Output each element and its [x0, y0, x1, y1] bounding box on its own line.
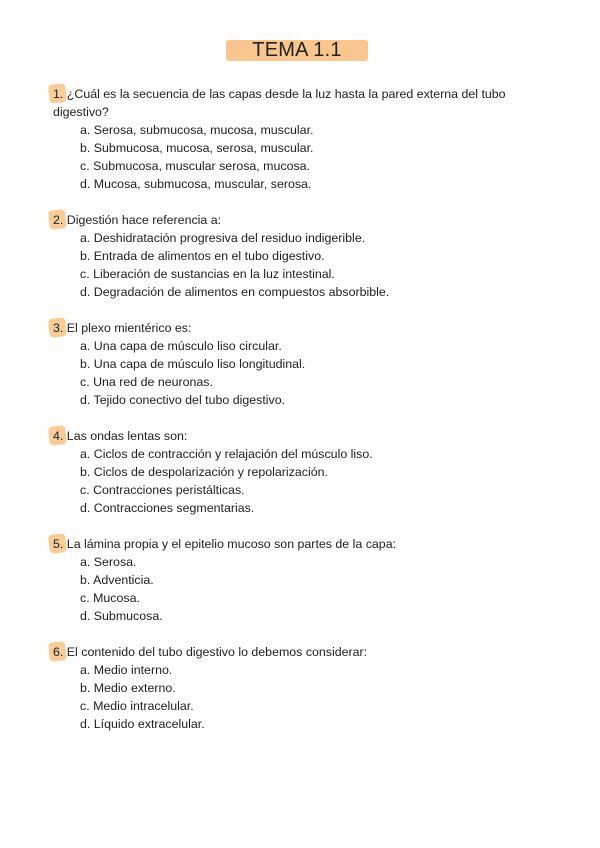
- answer-option: d. Tejido conectivo del tubo digestivo.: [80, 393, 286, 407]
- answer-option: d. Degradación de alimentos en compuestos absorbible.: [80, 285, 390, 299]
- question-6: [53, 643, 553, 733]
- answer-option: a. Medio interno.: [80, 663, 173, 677]
- question-prompt: El contenido del tubo digestivo lo debemos considerar:: [66, 645, 368, 659]
- answer-option: a. Serosa, submucosa, mucosa, muscular.: [80, 123, 314, 137]
- question-text: [53, 211, 553, 229]
- question-number-highlight: 5.: [53, 537, 64, 551]
- answer-option: a. Ciclos de contracción y relajación del músculo liso.: [80, 447, 373, 461]
- question-prompt: Las ondas lentas son:: [66, 429, 188, 443]
- answer-option: b. Entrada de alimentos en el tubo digestivo.: [80, 249, 325, 263]
- answer-options: [53, 229, 553, 301]
- question-prompt: La lámina propia y el epitelio mucoso son partes de la capa:: [66, 537, 397, 551]
- question-text: [53, 535, 553, 553]
- answer-options: [53, 661, 553, 733]
- question-text: [53, 643, 553, 661]
- answer-option: b. Una capa de músculo liso longitudinal.: [80, 357, 306, 371]
- answer-option: c. Medio intracelular.: [80, 699, 194, 713]
- page-title: TEMA 1.1: [226, 40, 368, 61]
- answer-option: a. Deshidratación progresiva del residuo indigerible.: [80, 231, 366, 245]
- question-prompt: ¿Cuál es la secuencia de las capas desde la luz hasta la pared externa del tubo digestivo?: [53, 87, 506, 119]
- question-number-highlight: 1.: [53, 87, 64, 101]
- answer-option: b. Medio externo.: [80, 681, 176, 695]
- answer-option: a. Una capa de músculo liso circular.: [80, 339, 282, 353]
- question-1: [53, 85, 553, 193]
- answer-option: d. Líquido extracelular.: [80, 717, 205, 731]
- answer-option: c. Una red de neuronas.: [80, 375, 213, 389]
- answer-option: c. Mucosa.: [80, 591, 140, 605]
- answer-option: c. Contracciones peristálticas.: [80, 483, 245, 497]
- answer-option: d. Submucosa.: [80, 609, 163, 623]
- question-number-highlight: 3.: [53, 321, 64, 335]
- question-5: [53, 535, 553, 625]
- answer-option: a. Serosa.: [80, 555, 137, 569]
- question-number-highlight: 2.: [53, 213, 64, 227]
- question-prompt: Digestión hace referencia a:: [66, 213, 222, 227]
- answer-option: c. Liberación de sustancias en la luz intestinal.: [80, 267, 335, 281]
- answer-options: [53, 121, 553, 193]
- answer-option: b. Submucosa, mucosa, serosa, muscular.: [80, 141, 314, 155]
- question-2: [53, 211, 553, 301]
- question-text: [53, 319, 553, 337]
- answer-option: d. Mucosa, submucosa, muscular, serosa.: [80, 177, 312, 191]
- question-text: [53, 427, 553, 445]
- question-text: [53, 85, 553, 121]
- answer-option: b. Ciclos de despolarización y repolarización.: [80, 465, 328, 479]
- answer-options: [53, 553, 553, 625]
- answer-option: c. Submucosa, muscular serosa, mucosa.: [80, 159, 311, 173]
- answer-option: d. Contracciones segmentarias.: [80, 501, 255, 515]
- answer-option: b. Adventicia.: [80, 573, 154, 587]
- answer-options: [53, 445, 553, 517]
- question-number-highlight: 4.: [53, 429, 64, 443]
- question-number-highlight: 6.: [53, 645, 64, 659]
- answer-options: [53, 337, 553, 409]
- question-prompt: El plexo mientérico es:: [66, 321, 192, 335]
- question-3: [53, 319, 553, 409]
- question-4: [53, 427, 553, 517]
